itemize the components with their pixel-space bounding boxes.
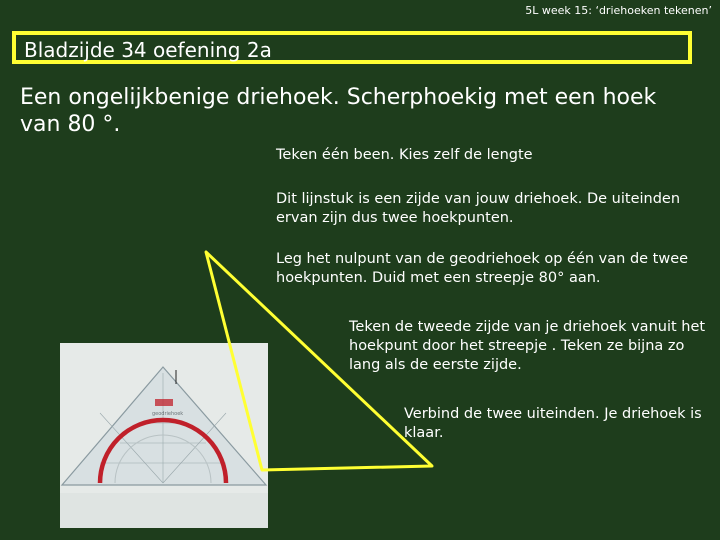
- step-5: Verbind de twee uiteinden. Je driehoek is klaar.: [404, 406, 702, 441]
- svg-text:geodriehoek: geodriehoek: [152, 411, 184, 417]
- step-4: Teken de tweede zijde van je driehoek vanuit het hoekpunt door het streepje . Teken ze bijna zo lang als de eerste zijde.: [349, 319, 706, 373]
- step-3: Leg het nulpunt van de geodriehoek op één van de twee hoekpunten. Duid met een streepje 80° aan.: [276, 251, 689, 286]
- page-title: Bladzijde 34 oefening 2a: [24, 38, 272, 62]
- step-1: Teken één been. Kies zelf de lengte: [276, 147, 533, 163]
- exercise-description: Een ongelijkbenige driehoek. Scherphoekig met een hoek van 80 °.: [20, 85, 657, 137]
- step-2: Dit lijnstuk is een zijde van jouw driehoek. De uiteinden ervan zijn dus twee hoekpunten.: [276, 191, 681, 226]
- header-note: 5L week 15: ‘driehoeken tekenen’: [525, 4, 712, 17]
